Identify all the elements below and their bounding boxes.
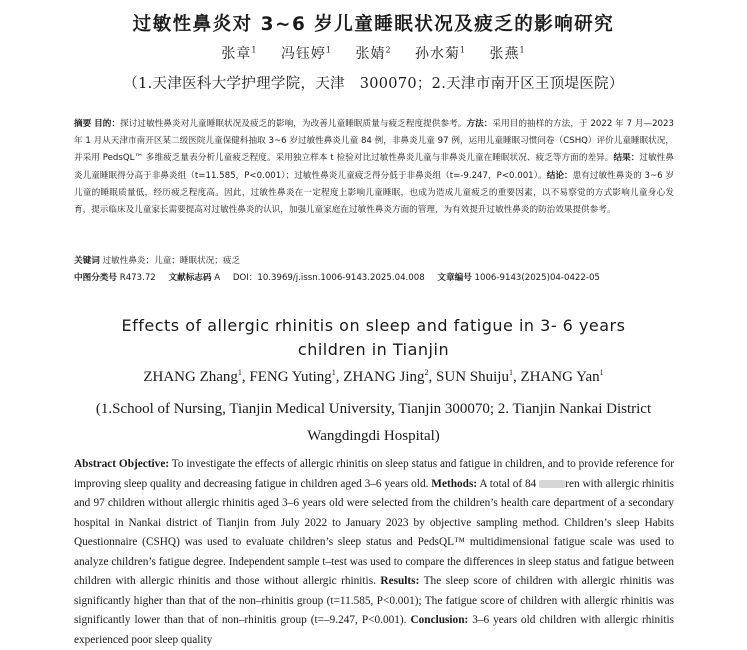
- conclusion-label: 结论：: [546, 170, 573, 181]
- chinese-affiliation: （1.天津医科大学护理学院，天津 300070；2.天津市南开区王顶堤医院）: [123, 76, 624, 92]
- english-affiliation: (1.School of Nursing, Tianjin Medical University, Tianjin 300070; 2. Tianjin Nankai District Wangdingdi Hospital): [95, 401, 652, 444]
- chinese-author: 张婧$^2$: [355, 45, 392, 62]
- en-conclusion-label: Conclusion:: [410, 614, 469, 626]
- clc-value: R473.72: [119, 273, 156, 283]
- abstract-label: 摘要: [74, 119, 92, 129]
- results-text: The sleep score of children with allergic rhinitis was significantly higher than that of the non–rhinitis group (t=11.585, P<0.001); The fatigue score of children with allergic rhinitis was significantly lower than that of non–rhinitis group (t=–9.247, P<0.001).: [74, 575, 674, 626]
- english-author: ZHANG Jing$^2$,: [343, 368, 433, 385]
- methods-text-start: A total of 84: [479, 477, 537, 490]
- chinese-author: 冯钰婷$^1$: [280, 45, 332, 62]
- methods-text: ren with allergic rhinitis and 97 children without allergic rhinitis aged 3–6 years old were selected from the children’s health care department of a secondary hospital in Nankai district of Tianjin from July 2022 to January 2023 by objective sampling method. Children’s sleep Habits Questionnaire (CSHQ) was used to evaluate children’s sleep status and PedsQL™ multidimensional fatigue scale was used to analyze children’s fatigue degree. Independent sample t–test was used to compare the differences in sleep status and fatigue between children with allergic rhinitis and those without allergic rhinitis.: [74, 477, 675, 587]
- chinese-title: 过敏性鼻炎对 3~6 岁儿童睡眠状况及疲乏的影响研究: [132, 14, 615, 35]
- chinese-author: 张章$^1$: [221, 45, 258, 62]
- purpose-text: 探讨过敏性鼻炎对儿童睡眠状况及疲乏的影响，为改善儿童睡眠质量与疲乏程度提供参考。: [120, 119, 467, 129]
- method-text: 采用目的抽样的方法，于 2022 年 7 月—2023 年 1 月从天津市南开区某二级医院儿童保健科抽取 3~6 岁过敏性鼻炎儿童 84 例，非鼻炎儿童 97 例，运用儿童睡眠习惯问卷（CSHQ）评价儿童睡眠状况，并采用 PedsQL™ 多维疲乏量表分析儿童疲乏程度。采用独立样本 t 检验对比过敏性鼻炎儿童与非鼻炎儿童在睡眠状况、疲乏等方面的差异。: [74, 119, 674, 164]
- clc-label: 中图分类号: [74, 273, 117, 283]
- chinese-author: 张燕$^1$: [489, 45, 526, 62]
- english-author: SUN Shuiju$^1$,: [436, 368, 517, 385]
- en-abstract-label: Abstract: [74, 458, 117, 470]
- methods-label: Methods:: [431, 477, 478, 490]
- method-label: 方法：: [466, 119, 493, 129]
- chinese-author-list: [0, 43, 747, 63]
- english-title: Effects of allergic rhinitis on sleep and fatigue in 3- 6 years children in Tianjin: [121, 316, 626, 359]
- en-conclusion-text: 3–6 years old children with allergic rhinitis experienced poor sleep quality: [74, 614, 675, 646]
- doc-code-value: A: [214, 273, 221, 283]
- english-author: FENG Yuting$^1$,: [249, 368, 340, 385]
- blurred-text: [539, 480, 565, 488]
- result-label: 结果：: [613, 153, 640, 164]
- objective-label: Objective:: [118, 458, 170, 470]
- result-text: 过敏性鼻炎儿童睡眠得分高于非鼻炎组（t=11.585，P<0.001）；过敏性鼻炎儿童疲乏得分低于非鼻炎组（t=-9.247，P<0.001）。: [74, 153, 674, 181]
- chinese-author: 孙水菊$^1$: [415, 45, 467, 62]
- chinese-keywords: [74, 253, 674, 270]
- purpose-label: 目的：: [94, 119, 121, 129]
- results-label: Results:: [380, 575, 420, 587]
- english-author: ZHANG Yan$^1$: [520, 368, 604, 385]
- english-author-list: [0, 368, 747, 386]
- english-abstract: [74, 455, 674, 650]
- english-author: ZHANG Zhang$^1$,: [143, 368, 246, 385]
- keywords-label: 关键词: [74, 256, 100, 266]
- article-no-label: 文章编号: [437, 273, 472, 283]
- keywords-text: 过敏性鼻炎；儿童；睡眠状况；疲乏: [102, 256, 241, 266]
- conclusion-text: 患有过敏性鼻炎的 3~6 岁儿童的睡眠质量低，经历疲乏程度高。因此，过敏性鼻炎在一定程度上影响儿童睡眠，也成为造成儿童疲乏的重要因素，以不易察觉的方式影响儿童身心发育，提示临床及儿童家长需要提高对过敏性鼻炎的认识，加强儿童家庭在过敏性鼻炎方面的管理，为有效提升过敏性鼻炎的防治效果提供参考。: [74, 170, 674, 216]
- article-metadata: [74, 270, 684, 287]
- article-no-value: 1006-9143(2025)04-0422-05: [474, 273, 600, 283]
- doc-code-label: 文献标志码: [168, 273, 212, 283]
- chinese-abstract: [74, 116, 674, 219]
- doi-value: DOI：10.3969/j.issn.1006-9143.2025.04.008: [232, 273, 425, 283]
- objective-text: To investigate the effects of allergic rhinitis on sleep status and fatigue in children, and to provide reference for improving sleep quality and decreasing fatigue in children aged 3–6 years old.: [74, 458, 674, 490]
